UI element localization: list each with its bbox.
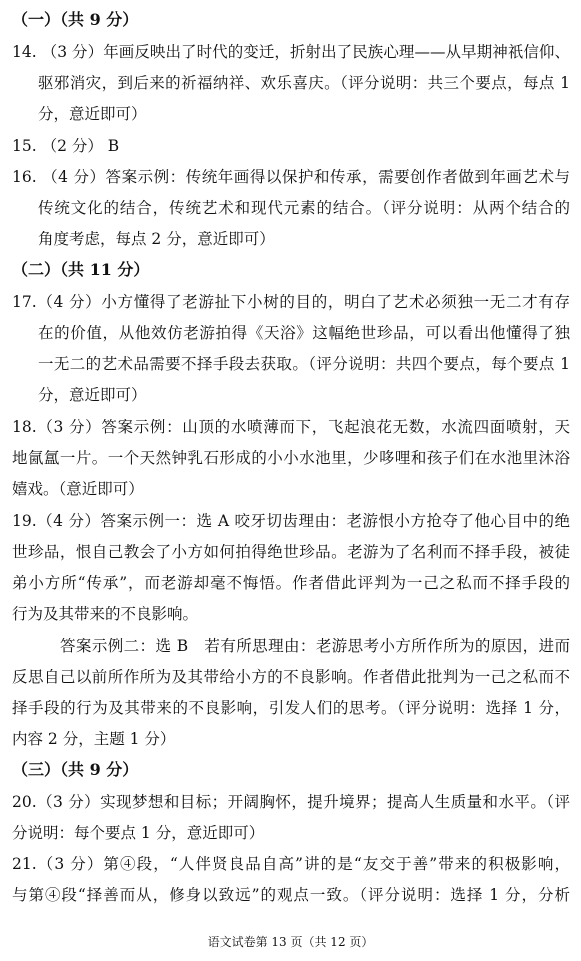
answer-19-example-2-line-4: 内容 2 分，主题 1 分）	[12, 730, 176, 748]
page-footer: 语文试卷第 13 页（共 12 页）	[207, 935, 374, 949]
answer-19-example-2-line-1: 答案示例二：选 B 若有所思理由：老游思考小方所作所为的原因，进而	[60, 637, 570, 655]
answer-19-example-2-line-2: 反思自己以前所作所为及其带给小方的不良影响。作者借此批判为一己之私而不	[12, 668, 570, 686]
answer-17-line-3: 一无二的艺术品需要不择手段去获取。（评分说明：共四个要点，每个要点 1	[38, 355, 570, 373]
answer-14-line-1: 14. （3 分）年画反映出了时代的变迁，折射出了民族心理——从早期神祇信仰、	[12, 43, 570, 61]
answer-17-line-1: 17.（4 分）小方懂得了老游扯下小树的目的，明白了艺术必须独一无二才有存	[12, 293, 570, 311]
answer-19-line-2: 世珍品，恨自己教会了小方如何拍得绝世珍品。老游为了名利而不择手段，被徒	[12, 543, 570, 561]
section-2-heading: （二）（共 11 分）	[12, 260, 150, 279]
answer-21-line-2: 与第④段“择善而从，修身以致远”的观点一致。（评分说明：选择 1 分，分析	[12, 886, 570, 904]
answer-14-line-3: 分，意近即可）	[38, 105, 147, 123]
answer-19-line-1: 19.（4 分）答案示例一：选 A 咬牙切齿理由：老游恨小方抢夺了他心目中的绝	[12, 512, 570, 530]
answer-19-example-2-line-3: 择手段的行为及其带来的不良影响，引发人们的思考。（评分说明：选择 1 分，	[12, 699, 570, 717]
section-1-heading: （一）（共 9 分）	[12, 10, 139, 29]
answer-21-line-1: 21.（3 分）第④段，“人伴贤良品自高”讲的是“友交于善”带来的积极影响，	[12, 855, 570, 873]
answer-20-line-2: 分说明：每个要点 1 分，意近即可）	[12, 824, 265, 842]
answer-19-line-4: 行为及其带来的不良影响。	[12, 605, 199, 623]
answer-18-line-1: 18.（3 分）答案示例：山顶的水喷薄而下，飞起浪花无数，水流四面喷射，天	[12, 418, 570, 436]
answer-16-line-3: 角度考虑，每点 2 分，意近即可）	[38, 230, 275, 248]
answer-17-line-2: 在的价值，从他效仿老游拍得《天浴》这幅绝世珍品，可以看出他懂得了独	[38, 324, 570, 342]
answer-15: 15. （2 分） B	[12, 137, 120, 155]
answer-16-line-2: 传统文化的结合，传统艺术和现代元素的结合。（评分说明：从两个结合的	[38, 199, 570, 217]
answer-20-line-1: 20.（3 分）实现梦想和目标；开阔胸怀，提升境界；提高人生质量和水平。（评	[12, 793, 570, 811]
answer-19-line-3: 弟小方所“传承”，而老游却毫不悔悟。作者借此评判为一己之私而不择手段的	[12, 574, 570, 592]
answer-18-line-2: 地氤氲一片。一个天然钟乳石形成的小小水池里，少哆哩和孩子们在水池里沐浴	[12, 449, 570, 467]
answer-17-line-4: 分，意近即可）	[38, 386, 147, 404]
answer-16-line-1: 16. （4 分）答案示例：传统年画得以保护和传承，需要创作者做到年画艺术与	[12, 168, 570, 186]
section-3-heading: （三）（共 9 分）	[12, 760, 139, 779]
answer-14-line-2: 驱邪消灾，到后来的祈福纳祥、欢乐喜庆。（评分说明：共三个要点，每点 1	[38, 74, 570, 92]
answer-18-line-3: 嬉戏。（意近即可）	[12, 480, 144, 498]
